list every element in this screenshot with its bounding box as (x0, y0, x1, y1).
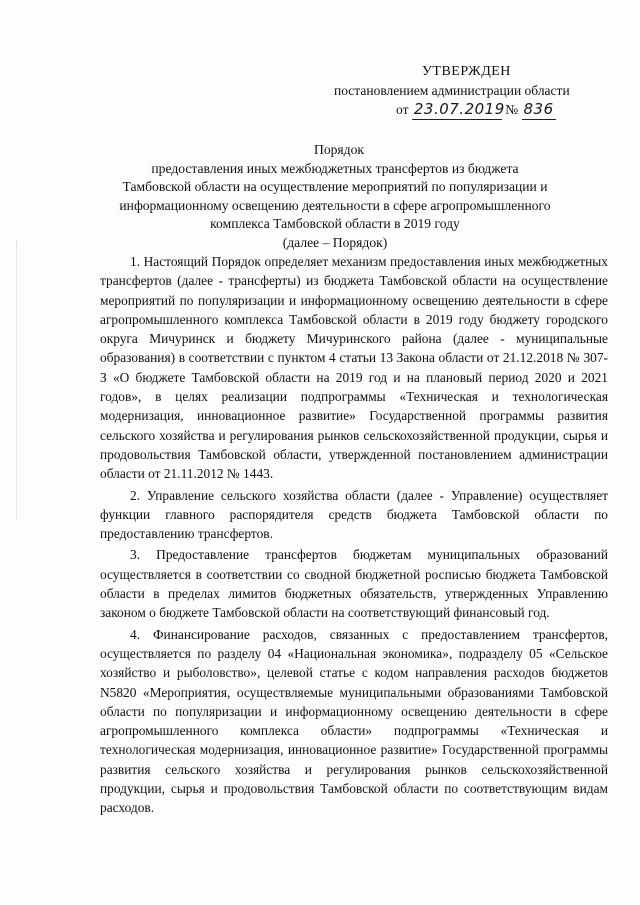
order-heading: Порядок (314, 142, 364, 157)
approval-number: 836 (523, 100, 554, 118)
approval-stamp (332, 62, 622, 122)
order-title-line-1: предоставления иных межбюджетных трансфертов из бюджета (151, 160, 519, 176)
approval-resolution: постановлением администрации области (334, 83, 570, 98)
approval-number-field (522, 100, 556, 120)
approval-date-line (332, 100, 622, 122)
order-title-line-2: Тамбовской области на осуществление мероприятий по популяризации и (122, 179, 548, 194)
paragraph-2: 2. Управление сельского хозяйства области (далее - Управление) осуществляет функции главного распорядителя средств бюджета Тамбовской области по предоставлению трансфертов. (100, 487, 608, 542)
scan-margin-mark (16, 240, 20, 520)
approval-date-field (412, 100, 505, 120)
paragraph-4: 4. Финансирование расходов, связанных с предоставлением трансфертов, осуществляется по разделу 04 «Национальная экономика», подразделу 05 «Сельское хозяйство и рыболовство», целевой статье с кодом направления расходов бюджетов N5820 «Мероприятия, осуществляемые муниципальными образованиями Тамбовской области по популяризации и информационному освещению деятельности в сфере агропромышленного комплекса области» подпрограммы «Техническая и технологическая модернизация, инновационное развитие» Государственной программы развития сельского хозяйства и регулирования рынков сельскохозяйственной продукции, сырья и продовольствия Тамбовской области по соответствующим видам расходов. (100, 626, 608, 816)
approval-date: 23.07.2019 (413, 100, 505, 118)
order-title-line-5: (далее – Порядок) (282, 234, 388, 250)
order-title-line-4: комплекса Тамбовской области в 2019 году (210, 216, 460, 231)
paragraph-3: 3. Предоставление трансфертов бюджетам муниципальных образований осуществляется в соответствии со сводной бюджетной росписью бюджета Тамбовской области в пределах лимитов бюджетных обязательств, утвержденных Управлению законом о бюджете Тамбовской области на соответствующий финансовый год. (100, 547, 608, 621)
approval-number-label: № (505, 102, 519, 117)
approval-title: УТВЕРЖДЕН (422, 64, 511, 79)
approval-from-label: от (396, 102, 409, 117)
order-title-block (100, 141, 570, 252)
order-title-line-3: информационному освещению деятельности в сфере агропромышленного (119, 197, 551, 213)
document-body (100, 252, 608, 820)
paragraph-1: 1. Настоящий Порядок определяет механизм предоставления иных межбюджетных трансфертов (далее - трансферты) из бюджета Тамбовской области на осуществление мероприятий по популяризации и информационному освещению деятельности в сфере агропромышленного комплекса Тамбовской области в 2019 году бюджету городского округа Мичуринск и бюджету Мичуринского района (далее - муниципальные образования) в соответствии с пунктом 4 статьи 13 Закона области от 21.12.2018 № 307-З «О бюджете Тамбовской области на 2019 год и на плановый период 2020 и 2021 годов», в целях реализации подпрограммы «Техническая и технологическая модернизация, инновационное развитие» Государственной программы развития сельского хозяйства и регулирования рынков сельскохозяйственной продукции, сырья и продовольствия Тамбовской области, утвержденной постановлением администрации области от 21.11.2012 № 1443. (100, 254, 608, 482)
